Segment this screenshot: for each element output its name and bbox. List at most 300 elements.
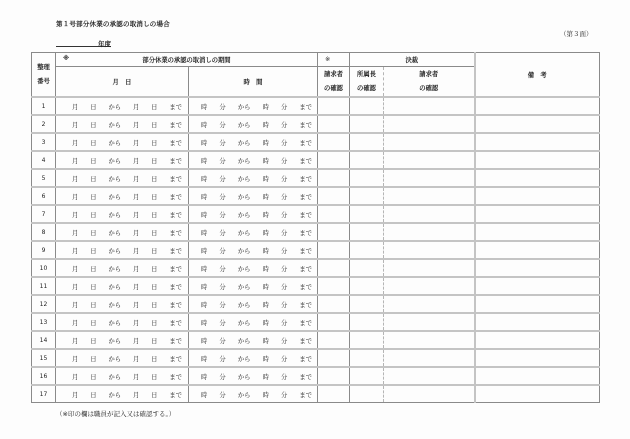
- hour-label: 時: [262, 337, 269, 345]
- date-range-cell[interactable]: [56, 259, 189, 277]
- chief-confirm-cell[interactable]: [350, 241, 384, 259]
- from-label: から: [237, 247, 251, 255]
- hour-label: 時: [201, 355, 208, 363]
- chief-confirm-cell[interactable]: [350, 385, 384, 403]
- chief-confirm-cell[interactable]: [350, 223, 384, 241]
- from-label: から: [237, 301, 251, 309]
- hour-label: 時: [262, 283, 269, 291]
- from-label: から: [108, 337, 122, 345]
- minute-label: 分: [280, 121, 288, 129]
- bikou-cell[interactable]: [475, 277, 600, 295]
- row-number: 17: [32, 385, 56, 403]
- until-label: まで: [169, 301, 182, 309]
- chief-confirm-cell[interactable]: [350, 277, 384, 295]
- month-label: 月: [132, 193, 140, 201]
- from-label: から: [237, 139, 251, 147]
- minute-label: 分: [219, 229, 226, 237]
- from-label: から: [237, 211, 251, 219]
- time-range: [189, 210, 317, 219]
- chief-confirm-line-1: 所属長: [357, 70, 376, 78]
- chief-confirm-cell[interactable]: [350, 259, 384, 277]
- from-label: から: [237, 157, 251, 165]
- requester-confirm2-cell[interactable]: [384, 295, 475, 313]
- month-label: 月: [72, 391, 79, 399]
- hour-label: 時: [201, 283, 208, 291]
- time-range-cell[interactable]: [189, 331, 318, 349]
- time-range-cell[interactable]: [189, 115, 318, 133]
- minute-label: 分: [280, 337, 288, 345]
- from-label: から: [108, 175, 122, 183]
- bikou-cell[interactable]: [475, 115, 600, 133]
- day-label: 日: [151, 247, 158, 255]
- time-range-cell[interactable]: [189, 187, 318, 205]
- bikou-cell[interactable]: [475, 133, 600, 151]
- requester-confirm-cell[interactable]: [318, 133, 350, 151]
- date-range: [56, 156, 188, 165]
- from-label: から: [108, 391, 122, 399]
- from-label: から: [108, 211, 122, 219]
- time-range: [189, 318, 317, 327]
- chief-confirm-header: [350, 67, 384, 98]
- month-label: 月: [132, 229, 140, 237]
- chief-confirm-cell[interactable]: [350, 313, 384, 331]
- until-label: まで: [169, 103, 182, 111]
- minute-label: 分: [280, 355, 288, 363]
- requester-confirm2-cell[interactable]: [384, 205, 475, 223]
- from-label: から: [108, 139, 122, 147]
- requester-confirm-header: [318, 67, 350, 98]
- from-label: から: [237, 265, 251, 273]
- requester-confirm2-cell[interactable]: [384, 259, 475, 277]
- seiri-bango-header: [32, 53, 56, 98]
- hour-label: 時: [201, 247, 208, 255]
- from-label: から: [237, 229, 251, 237]
- chief-confirm-cell[interactable]: [350, 367, 384, 385]
- day-label: 日: [90, 391, 97, 399]
- time-range-cell[interactable]: [189, 277, 318, 295]
- date-range: [56, 192, 188, 201]
- day-label: 日: [90, 283, 97, 291]
- bikou-cell[interactable]: [475, 169, 600, 187]
- hour-label: 時: [201, 265, 208, 273]
- minute-label: 分: [280, 265, 288, 273]
- requester-confirm-cell[interactable]: [318, 385, 350, 403]
- hour-label: 時: [262, 229, 269, 237]
- until-label: まで: [169, 157, 182, 165]
- minute-label: 分: [219, 211, 226, 219]
- chief-confirm-cell[interactable]: [350, 295, 384, 313]
- time-range-cell[interactable]: [189, 349, 318, 367]
- date-range: [56, 102, 188, 111]
- day-label: 日: [90, 193, 97, 201]
- chief-confirm-cell[interactable]: [350, 187, 384, 205]
- from-label: から: [108, 283, 122, 291]
- requester-confirm2-cell[interactable]: [384, 349, 475, 367]
- row-number: 4: [32, 151, 56, 169]
- minute-label: 分: [219, 103, 226, 111]
- table-row: [32, 223, 600, 241]
- bikou-cell[interactable]: [475, 187, 600, 205]
- until-label: まで: [169, 373, 182, 381]
- requester-confirm-cell[interactable]: [318, 349, 350, 367]
- from-label: から: [108, 229, 122, 237]
- bikou-cell[interactable]: [475, 331, 600, 349]
- chief-confirm-cell[interactable]: [350, 205, 384, 223]
- day-label: 日: [90, 355, 97, 363]
- requester-confirm2-cell[interactable]: [384, 385, 475, 403]
- month-label: 月: [72, 103, 79, 111]
- date-range-cell[interactable]: [56, 295, 189, 313]
- until-label: まで: [299, 301, 312, 309]
- requester-confirm-line-1: 請求者: [324, 70, 343, 78]
- hour-label: 時: [201, 229, 208, 237]
- time-range-cell[interactable]: [189, 313, 318, 331]
- month-label: 月: [132, 337, 140, 345]
- row-number: 13: [32, 313, 56, 331]
- requester-confirm-cell[interactable]: [318, 169, 350, 187]
- requester-confirm2-cell[interactable]: [384, 223, 475, 241]
- minute-label: 分: [219, 265, 226, 273]
- bikou-cell[interactable]: [475, 313, 600, 331]
- date-range-cell[interactable]: [56, 367, 189, 385]
- from-label: から: [237, 175, 251, 183]
- hour-label: 時: [262, 247, 269, 255]
- day-label: 日: [151, 175, 158, 183]
- day-label: 日: [151, 301, 158, 309]
- time-range: [189, 336, 317, 345]
- date-range-cell[interactable]: [56, 241, 189, 259]
- staff-mark: ※: [63, 55, 70, 62]
- time-range-cell[interactable]: [189, 295, 318, 313]
- from-label: から: [237, 391, 251, 399]
- date-range: [56, 390, 188, 399]
- date-range-cell[interactable]: [56, 277, 189, 295]
- row-number: 12: [32, 295, 56, 313]
- minute-label: 分: [280, 175, 288, 183]
- requester-confirm-cell[interactable]: [318, 277, 350, 295]
- chief-confirm-cell[interactable]: [350, 133, 384, 151]
- date-range-cell[interactable]: [56, 187, 189, 205]
- minute-label: 分: [280, 103, 288, 111]
- from-label: から: [237, 319, 251, 327]
- from-label: から: [237, 373, 251, 381]
- day-label: 日: [90, 319, 97, 327]
- time-range: [189, 156, 317, 165]
- month-label: 月: [132, 391, 140, 399]
- hour-label: 時: [262, 319, 269, 327]
- until-label: まで: [169, 211, 182, 219]
- day-label: 日: [90, 157, 97, 165]
- chief-confirm-cell[interactable]: [350, 331, 384, 349]
- bikou-cell[interactable]: [475, 151, 600, 169]
- requester-confirm-cell[interactable]: [318, 295, 350, 313]
- requester-confirm-cell[interactable]: [318, 259, 350, 277]
- day-label: 日: [90, 211, 97, 219]
- date-range: [56, 228, 188, 237]
- minute-label: 分: [219, 247, 226, 255]
- time-range-cell[interactable]: [189, 151, 318, 169]
- hour-label: 時: [201, 301, 208, 309]
- chief-confirm-line-2: の確認: [357, 84, 376, 92]
- month-label: 月: [132, 301, 140, 309]
- day-label: 日: [151, 391, 158, 399]
- time-range-cell[interactable]: [189, 385, 318, 403]
- date-range-cell[interactable]: [56, 133, 189, 151]
- requester-confirm-cell[interactable]: [318, 241, 350, 259]
- table-row: [32, 259, 600, 277]
- date-range-cell[interactable]: [56, 151, 189, 169]
- minute-label: 分: [219, 355, 226, 363]
- from-label: から: [108, 355, 122, 363]
- requester-confirm2-cell[interactable]: [384, 313, 475, 331]
- hour-label: 時: [262, 175, 269, 183]
- until-label: まで: [299, 355, 312, 363]
- from-label: から: [237, 193, 251, 201]
- day-label: 日: [90, 247, 97, 255]
- time-range-cell[interactable]: [189, 259, 318, 277]
- year-label: 年度: [98, 40, 111, 48]
- until-label: まで: [299, 193, 312, 201]
- month-label: 月: [72, 139, 79, 147]
- requester-confirm-cell[interactable]: [318, 223, 350, 241]
- kessai-header: 決裁: [350, 53, 475, 67]
- row-number: 5: [32, 169, 56, 187]
- date-range-cell[interactable]: [56, 115, 189, 133]
- hour-label: 時: [201, 175, 208, 183]
- requester-confirm-cell[interactable]: [318, 367, 350, 385]
- chief-confirm-cell[interactable]: [350, 115, 384, 133]
- row-number: 2: [32, 115, 56, 133]
- day-label: 日: [151, 121, 158, 129]
- time-range-cell[interactable]: [189, 241, 318, 259]
- minute-label: 分: [219, 373, 226, 381]
- until-label: まで: [169, 391, 182, 399]
- row-number: 10: [32, 259, 56, 277]
- day-label: 日: [90, 229, 97, 237]
- time-range: [189, 300, 317, 309]
- bikou-cell[interactable]: [475, 259, 600, 277]
- minute-label: 分: [280, 193, 288, 201]
- hour-label: 時: [201, 139, 208, 147]
- sheet-number: （第３面）: [560, 30, 593, 38]
- chief-confirm-cell[interactable]: [350, 349, 384, 367]
- day-label: 日: [151, 193, 158, 201]
- month-label: 月: [72, 157, 79, 165]
- time-range: [189, 102, 317, 111]
- minute-label: 分: [219, 391, 226, 399]
- bikou-cell[interactable]: [475, 223, 600, 241]
- day-label: 日: [151, 139, 158, 147]
- seiri-bango-line-2: 番号: [37, 77, 50, 85]
- date-range: [56, 354, 188, 363]
- from-label: から: [108, 301, 122, 309]
- requester-confirm-cell[interactable]: [318, 97, 350, 115]
- day-label: 日: [151, 373, 158, 381]
- row-number: 1: [32, 97, 56, 115]
- date-range-cell[interactable]: [56, 223, 189, 241]
- bikou-cell[interactable]: [475, 295, 600, 313]
- month-label: 月: [72, 193, 79, 201]
- bikou-cell[interactable]: [475, 349, 600, 367]
- from-label: から: [108, 103, 122, 111]
- time-range: [189, 354, 317, 363]
- requester-confirm-cell[interactable]: [318, 205, 350, 223]
- requester-confirm-cell[interactable]: [318, 331, 350, 349]
- minute-label: 分: [219, 319, 226, 327]
- from-label: から: [108, 121, 122, 129]
- minute-label: 分: [280, 157, 288, 165]
- minute-label: 分: [280, 391, 288, 399]
- month-label: 月: [132, 283, 140, 291]
- day-label: 日: [151, 103, 158, 111]
- requester-confirm2-cell[interactable]: [384, 133, 475, 151]
- until-label: まで: [169, 355, 182, 363]
- month-label: 月: [72, 229, 79, 237]
- period-header-label: 部分休業の承認の取消しの期間: [142, 57, 231, 64]
- date-range-cell[interactable]: [56, 313, 189, 331]
- requester-confirm2-cell[interactable]: [384, 169, 475, 187]
- until-label: まで: [169, 319, 182, 327]
- date-range-cell[interactable]: [56, 349, 189, 367]
- month-label: 月: [72, 301, 79, 309]
- date-range: [56, 372, 188, 381]
- until-label: まで: [169, 193, 182, 201]
- chief-confirm-cell[interactable]: [350, 169, 384, 187]
- from-label: から: [108, 373, 122, 381]
- minute-label: 分: [280, 373, 288, 381]
- requester-confirm-cell[interactable]: [318, 115, 350, 133]
- hour-label: 時: [201, 121, 208, 129]
- chief-confirm-cell[interactable]: [350, 151, 384, 169]
- table-body: [32, 97, 600, 403]
- from-label: から: [108, 193, 122, 201]
- chief-confirm-cell[interactable]: [350, 97, 384, 115]
- table-row: [32, 187, 600, 205]
- table-row: [32, 277, 600, 295]
- bikou-cell[interactable]: [475, 205, 600, 223]
- requester-confirm-cell[interactable]: [318, 187, 350, 205]
- hour-label: 時: [262, 301, 269, 309]
- date-range: [56, 318, 188, 327]
- minute-label: 分: [280, 283, 288, 291]
- time-range: [189, 174, 317, 183]
- requester-confirm2-cell[interactable]: [384, 151, 475, 169]
- time-range-cell[interactable]: [189, 169, 318, 187]
- bikou-cell[interactable]: [475, 385, 600, 403]
- date-range-cell[interactable]: [56, 331, 189, 349]
- month-label: 月: [72, 355, 79, 363]
- requester-confirm2-cell[interactable]: [384, 115, 475, 133]
- requester-confirm-cell[interactable]: [318, 151, 350, 169]
- table-row: [32, 349, 600, 367]
- day-label: 日: [90, 301, 97, 309]
- time-range: [189, 372, 317, 381]
- requester-confirm2-cell[interactable]: [384, 277, 475, 295]
- hour-label: 時: [262, 139, 269, 147]
- day-label: 日: [151, 319, 158, 327]
- header-row-1: [32, 53, 600, 67]
- month-label: 月: [132, 247, 140, 255]
- time-range-cell[interactable]: [189, 367, 318, 385]
- month-label: 月: [132, 157, 140, 165]
- from-label: から: [108, 319, 122, 327]
- time-range: [189, 390, 317, 399]
- requester-confirm2-cell[interactable]: [384, 331, 475, 349]
- date-range: [56, 264, 188, 273]
- bikou-cell[interactable]: [475, 241, 600, 259]
- until-label: まで: [299, 283, 312, 291]
- footnote: （※印の欄は職員が記入又は確認する。）: [56, 410, 176, 418]
- date-range-cell[interactable]: [56, 205, 189, 223]
- date-range: [56, 138, 188, 147]
- staff-mark-2: ※: [318, 53, 350, 67]
- day-label: 日: [90, 121, 97, 129]
- date-range-cell[interactable]: [56, 385, 189, 403]
- from-label: から: [237, 337, 251, 345]
- day-label: 日: [90, 373, 97, 381]
- form-title: 第１号部分休業の承認の取消しの場合: [56, 20, 170, 28]
- requester-confirm2-cell[interactable]: [384, 241, 475, 259]
- requester-confirm-cell[interactable]: [318, 313, 350, 331]
- from-label: から: [237, 103, 251, 111]
- hour-label: 時: [201, 373, 208, 381]
- minute-label: 分: [219, 193, 226, 201]
- time-range-cell[interactable]: [189, 97, 318, 115]
- row-number: 15: [32, 349, 56, 367]
- hour-label: 時: [262, 211, 269, 219]
- hour-label: 時: [262, 193, 269, 201]
- row-number: 3: [32, 133, 56, 151]
- minute-label: 分: [219, 157, 226, 165]
- row-number: 9: [32, 241, 56, 259]
- bikou-cell[interactable]: [475, 367, 600, 385]
- until-label: まで: [299, 391, 312, 399]
- table-row: [32, 331, 600, 349]
- hour-label: 時: [262, 265, 269, 273]
- until-label: まで: [299, 265, 312, 273]
- row-number: 11: [32, 277, 56, 295]
- bikou-header: 備 考: [475, 53, 600, 98]
- date-range: [56, 282, 188, 291]
- month-label: 月: [132, 355, 140, 363]
- from-label: から: [108, 247, 122, 255]
- time-range-cell[interactable]: [189, 205, 318, 223]
- day-label: 日: [151, 157, 158, 165]
- month-label: 月: [132, 211, 140, 219]
- date-range-cell[interactable]: [56, 97, 189, 115]
- time-range-cell[interactable]: [189, 133, 318, 151]
- day-label: 日: [90, 265, 97, 273]
- time-range-cell[interactable]: [189, 223, 318, 241]
- from-label: から: [108, 157, 122, 165]
- row-number: 16: [32, 367, 56, 385]
- minute-label: 分: [219, 175, 226, 183]
- hour-label: 時: [201, 319, 208, 327]
- bikou-cell[interactable]: [475, 97, 600, 115]
- requester-confirm2-cell[interactable]: [384, 367, 475, 385]
- time-range: [189, 228, 317, 237]
- until-label: まで: [299, 229, 312, 237]
- requester-confirm2-cell[interactable]: [384, 187, 475, 205]
- requester-confirm2-cell[interactable]: [384, 97, 475, 115]
- date-range-cell[interactable]: [56, 169, 189, 187]
- from-label: から: [237, 355, 251, 363]
- until-label: まで: [169, 229, 182, 237]
- until-label: まで: [299, 103, 312, 111]
- until-label: まで: [169, 121, 182, 129]
- month-label: 月: [132, 319, 140, 327]
- seiri-bango-line-1: 整理: [37, 63, 50, 71]
